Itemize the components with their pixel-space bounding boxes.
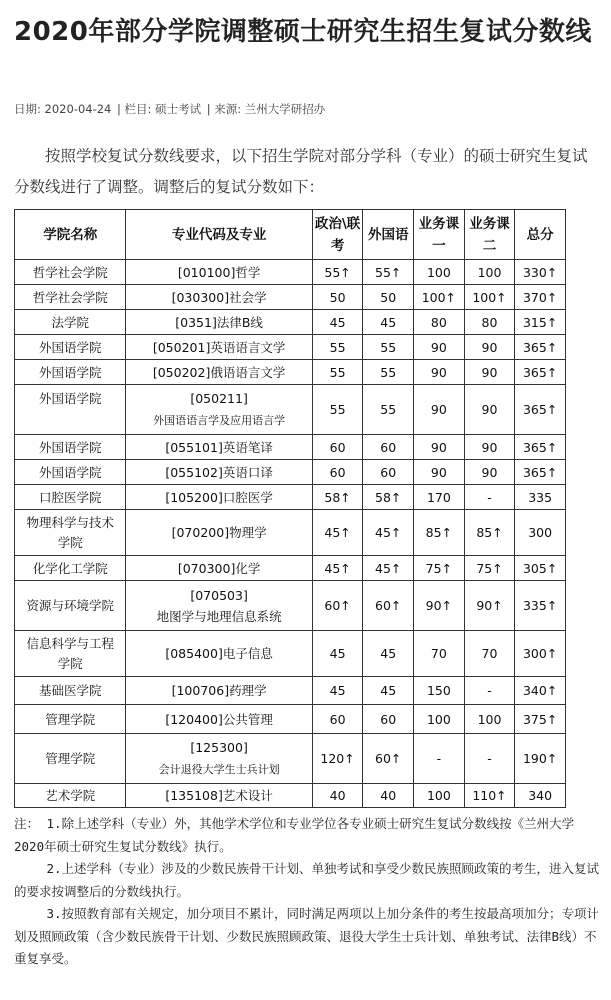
cell-foreign: 60 [363, 460, 414, 485]
cell-course-two: 90 [464, 460, 515, 485]
note-2: 2.上述学科（专业）涉及的少数民族骨干计划、单独考试和享受少数民族照顾政策的考生，进入复试的要求按调整后的分数线执行。 [14, 861, 600, 899]
cell-foreign: 45 [363, 631, 414, 677]
table-row [15, 260, 566, 285]
cell-total: 365↑ [515, 360, 566, 385]
cell-course-one: 90 [414, 460, 465, 485]
article-source: | 来源: 兰州大学研招办 [206, 102, 326, 116]
cell-course-one: 70 [414, 631, 465, 677]
cell-major: [120400]公共管理 [126, 705, 312, 734]
cell-politics: 60 [312, 460, 363, 485]
cell-course-one: 90 [414, 335, 465, 360]
cell-foreign: 60 [363, 705, 414, 734]
cell-politics: 40 [312, 784, 363, 808]
cell-college: 哲学社会学院 [15, 260, 126, 285]
cell-college-line2: 学院 [57, 535, 83, 550]
cell-major: [100706]药理学 [126, 677, 312, 705]
cell-politics: 55 [312, 385, 363, 435]
cell-course-one: 100 [414, 705, 465, 734]
cell-course-one: 100 [414, 260, 465, 285]
cell-foreign: 60 [363, 435, 414, 460]
cell-college-line2: 学院 [57, 656, 83, 671]
cell-major-code: [125300] [190, 740, 248, 755]
table-row [15, 335, 566, 360]
cell-college-line1: 信息科学与工程 [26, 636, 114, 651]
cell-total: 330↑ [515, 260, 566, 285]
cell-major [126, 581, 312, 631]
cell-college: 艺术学院 [15, 784, 126, 808]
cell-course-two: 90 [464, 435, 515, 460]
table-row [15, 677, 566, 705]
cell-total: 375↑ [515, 705, 566, 734]
cell-foreign: 55 [363, 335, 414, 360]
cell-course-two: - [464, 734, 515, 784]
table-row [15, 285, 566, 310]
cell-foreign: 50 [363, 285, 414, 310]
table-row [15, 631, 566, 677]
cell-major: [070200]物理学 [126, 510, 312, 556]
cell-foreign: 45 [363, 310, 414, 335]
cell-course-two: 80 [464, 310, 515, 335]
cell-major: [050201]英语语言文学 [126, 335, 312, 360]
cell-politics: 60 [312, 705, 363, 734]
cell-major [126, 385, 312, 435]
header-foreign-language: 外国语 [363, 210, 414, 260]
table-row [15, 485, 566, 510]
cell-college: 哲学社会学院 [15, 285, 126, 310]
cell-course-two: - [464, 677, 515, 705]
cell-course-two: 85↑ [464, 510, 515, 556]
cell-total: 315↑ [515, 310, 566, 335]
cell-course-two: 90 [464, 335, 515, 360]
cell-major: [105200]口腔医学 [126, 485, 312, 510]
cell-total: 305↑ [515, 556, 566, 581]
table-row [15, 460, 566, 485]
header-politics: 政治\联考 [312, 210, 363, 260]
cell-politics: 60 [312, 435, 363, 460]
intro-paragraph: 按照学校复试分数线要求，以下招生学院对部分学科（专业）的硕士研究生复试分数线进行了调整。调整后的复试分数如下： [14, 147, 588, 196]
cell-politics: 45 [312, 631, 363, 677]
cell-college [15, 510, 126, 556]
cell-college: 外国语学院 [15, 360, 126, 385]
note-3: 3.按照教育部有关规定，加分项目不累计，同时满足两项以上加分条件的考生按最高项加分；专项计划及照顾政策（含少数民族骨干计划、少数民族照顾政策、退役大学生士兵计划、单独考试、法律B线）不重复享受。 [14, 906, 600, 966]
cell-total: 365↑ [515, 335, 566, 360]
header-college: 学院名称 [15, 210, 126, 260]
cell-foreign: 55 [363, 360, 414, 385]
cell-course-one: 80 [414, 310, 465, 335]
cell-foreign: 60↑ [363, 734, 414, 784]
cell-total: 300 [515, 510, 566, 556]
cell-course-two: 100 [464, 260, 515, 285]
cell-total: 300↑ [515, 631, 566, 677]
score-table [14, 209, 566, 808]
cell-major: [030300]社会学 [126, 285, 312, 310]
cell-college: 法学院 [15, 310, 126, 335]
cell-major-name: 外国语语言学及应用语言学 [153, 414, 286, 427]
cell-course-one: 90↑ [414, 581, 465, 631]
cell-course-two: 75↑ [464, 556, 515, 581]
table-row [15, 705, 566, 734]
cell-total: 365↑ [515, 460, 566, 485]
cell-course-one: 90 [414, 360, 465, 385]
cell-foreign: 45↑ [363, 556, 414, 581]
cell-politics: 45 [312, 310, 363, 335]
cell-major-name: 地图学与地理信息系统 [156, 608, 282, 624]
cell-college: 管理学院 [15, 734, 126, 784]
table-row [15, 556, 566, 581]
table-row [15, 360, 566, 385]
cell-total: 190↑ [515, 734, 566, 784]
cell-total: 335 [515, 485, 566, 510]
table-header-row [15, 210, 566, 260]
cell-course-one: 150 [414, 677, 465, 705]
cell-major [126, 734, 312, 784]
header-course-two: 业务课二 [464, 210, 515, 260]
article-title: 2020年部分学院调整硕士研究生招生复试分数线 [14, 17, 592, 47]
cell-college-line1: 物理科学与技术 [26, 515, 114, 530]
cell-politics: 45↑ [312, 556, 363, 581]
cell-course-one: 85↑ [414, 510, 465, 556]
cell-course-one: 90 [414, 385, 465, 435]
article-column[interactable]: | 栏目: 硕士考试 [117, 102, 202, 116]
article-date: 日期: 2020-04-24 [14, 102, 112, 116]
cell-course-one: - [414, 734, 465, 784]
notes-section [14, 813, 602, 971]
cell-college: 管理学院 [15, 705, 126, 734]
cell-major: [135108]艺术设计 [126, 784, 312, 808]
cell-college: 口腔医学院 [15, 485, 126, 510]
cell-college [15, 631, 126, 677]
cell-major: [050202]俄语语言文学 [126, 360, 312, 385]
table-row [15, 581, 566, 631]
table-row [15, 734, 566, 784]
cell-course-one: 100↑ [414, 285, 465, 310]
cell-college: 外国语学院 [15, 460, 126, 485]
header-major: 专业代码及专业 [126, 210, 312, 260]
note-1: 注： 1.除上述学科（专业）外，其他学术学位和专业学位各专业硕士研究生复试分数线按《兰州大学2020年硕士研究生复试分数线》执行。 [14, 816, 575, 854]
cell-major: [055101]英语笔译 [126, 435, 312, 460]
cell-course-two: 110↑ [464, 784, 515, 808]
cell-foreign: 55 [363, 385, 414, 435]
cell-politics: 55 [312, 335, 363, 360]
cell-course-one: 100 [414, 784, 465, 808]
cell-politics: 120↑ [312, 734, 363, 784]
article-meta [14, 101, 327, 117]
cell-total: 340↑ [515, 677, 566, 705]
cell-college: 外国语学院 [15, 385, 126, 435]
cell-major: [085400]电子信息 [126, 631, 312, 677]
header-total: 总分 [515, 210, 566, 260]
table-row [15, 310, 566, 335]
cell-major: [010100]哲学 [126, 260, 312, 285]
cell-major: [0351]法律B线 [126, 310, 312, 335]
cell-course-two: 100↑ [464, 285, 515, 310]
cell-college: 化学化工学院 [15, 556, 126, 581]
cell-college: 外国语学院 [15, 435, 126, 460]
cell-major: [070300]化学 [126, 556, 312, 581]
cell-major-name: 会计退役大学生士兵计划 [158, 763, 280, 776]
cell-total: 340 [515, 784, 566, 808]
table-row [15, 385, 566, 435]
cell-college: 外国语学院 [15, 335, 126, 360]
cell-course-one: 170 [414, 485, 465, 510]
cell-course-two: 100 [464, 705, 515, 734]
cell-total: 365↑ [515, 385, 566, 435]
table-row [15, 510, 566, 556]
cell-politics: 45 [312, 677, 363, 705]
cell-course-two: - [464, 485, 515, 510]
table-row [15, 784, 566, 808]
cell-major-code: [050211] [190, 391, 248, 406]
table-row [15, 435, 566, 460]
cell-politics: 58↑ [312, 485, 363, 510]
cell-foreign: 45 [363, 677, 414, 705]
cell-major: [055102]英语口译 [126, 460, 312, 485]
cell-total: 365↑ [515, 435, 566, 460]
cell-college: 资源与环境学院 [15, 581, 126, 631]
cell-foreign: 40 [363, 784, 414, 808]
cell-politics: 50 [312, 285, 363, 310]
cell-foreign: 58↑ [363, 485, 414, 510]
cell-total: 370↑ [515, 285, 566, 310]
cell-politics: 55↑ [312, 260, 363, 285]
cell-course-one: 90 [414, 435, 465, 460]
cell-major-code: [070503] [190, 587, 248, 603]
header-course-one: 业务课一 [414, 210, 465, 260]
cell-course-two: 90↑ [464, 581, 515, 631]
cell-foreign: 60↑ [363, 581, 414, 631]
cell-foreign: 45↑ [363, 510, 414, 556]
cell-foreign: 55↑ [363, 260, 414, 285]
cell-politics: 45↑ [312, 510, 363, 556]
cell-total: 335↑ [515, 581, 566, 631]
cell-course-two: 90 [464, 360, 515, 385]
cell-politics: 55 [312, 360, 363, 385]
cell-course-two: 70 [464, 631, 515, 677]
cell-course-two: 90 [464, 385, 515, 435]
cell-college: 基础医学院 [15, 677, 126, 705]
cell-politics: 60↑ [312, 581, 363, 631]
cell-course-one: 75↑ [414, 556, 465, 581]
